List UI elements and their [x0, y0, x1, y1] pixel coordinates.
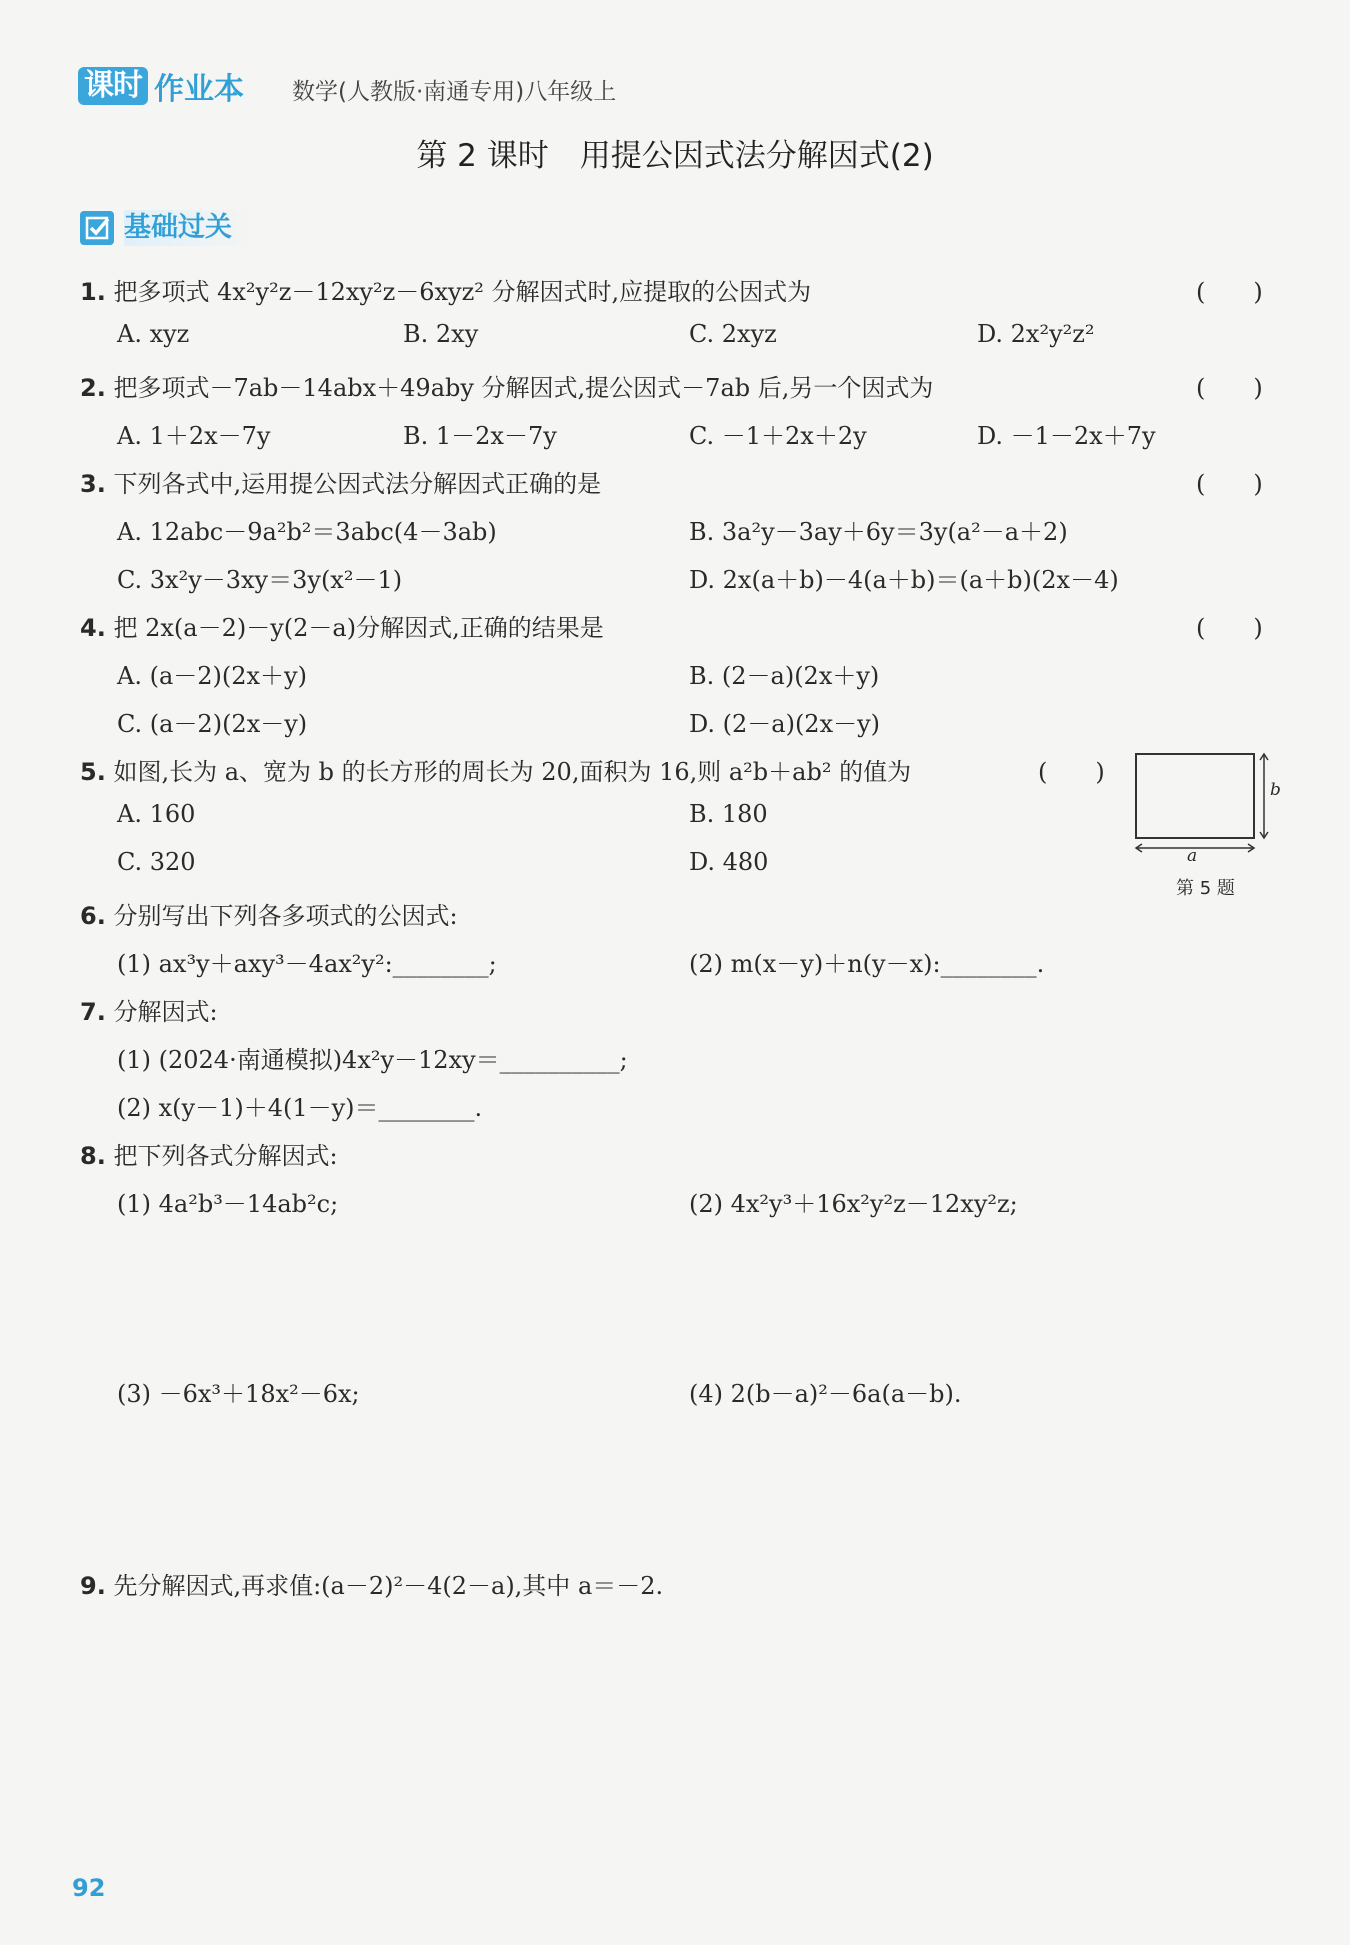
- subquestion-2: (2) m(x－y)＋n(y－x):________.: [689, 950, 1045, 978]
- question-5: [80, 752, 911, 787]
- logo-text: 作业本: [154, 72, 244, 107]
- question-text: 把下列各式分解因式:: [113, 1142, 338, 1170]
- option-c: C. 2xyz: [689, 320, 777, 348]
- lesson-title: 第 2 课时 用提公因式法分解因式(2): [416, 138, 934, 174]
- figure-caption: 第 5 题: [1176, 878, 1235, 899]
- option-d: D. 2x(a＋b)－4(a＋b)＝(a＋b)(2x－4): [689, 566, 1119, 594]
- rectangle-figure: [1134, 752, 1284, 872]
- option-c: C. －1＋2x＋2y: [689, 422, 867, 450]
- question-number: 4.: [80, 614, 106, 642]
- subquestion-4: (4) 2(b－a)²－6a(a－b).: [689, 1380, 962, 1408]
- question-4: [80, 608, 604, 643]
- question-8: [80, 1136, 338, 1171]
- option-d: D. (2－a)(2x－y): [689, 710, 881, 738]
- question-number: 5.: [80, 758, 106, 786]
- subquestion-2: (2) 4x²y³＋16x²y²z－12xy²z;: [689, 1190, 1018, 1218]
- question-text: 分解因式:: [113, 998, 218, 1026]
- question-6: [80, 896, 458, 931]
- question-text: 分别写出下列各多项式的公因式:: [113, 902, 458, 930]
- brand-logo: [78, 66, 244, 106]
- subquestion-2: (2) x(y－1)＋4(1－y)＝________.: [117, 1094, 483, 1122]
- subquestion-3: (3) －6x³＋18x²－6x;: [117, 1380, 360, 1408]
- figure-label-a: a: [1187, 846, 1198, 866]
- answer-paren: ( ): [1196, 278, 1263, 306]
- figure-label-b: b: [1270, 780, 1281, 800]
- subquestion-1: (1) ax³y＋axy³－4ax²y²:________;: [117, 950, 497, 978]
- question-text: 如图,长为 a、宽为 b 的长方形的周长为 20,面积为 16,则 a²b＋ab² 的值为: [113, 758, 912, 786]
- option-d: D. 2x²y²z²: [977, 320, 1095, 348]
- answer-paren: ( ): [1196, 470, 1263, 498]
- question-number: 9.: [80, 1572, 106, 1600]
- question-9: [80, 1566, 663, 1601]
- option-c: C. 320: [117, 848, 196, 876]
- question-7: [80, 992, 218, 1027]
- question-number: 7.: [80, 998, 106, 1026]
- question-text: 把多项式－7ab－14abx＋49aby 分解因式,提公因式－7ab 后,另一个因式为: [113, 374, 934, 402]
- question-number: 2.: [80, 374, 106, 402]
- option-d: D. －1－2x＋7y: [977, 422, 1156, 450]
- question-number: 1.: [80, 278, 106, 306]
- option-b: B. 1－2x－7y: [403, 422, 557, 450]
- question-text: 把多项式 4x²y²z－12xy²z－6xyz² 分解因式时,应提取的公因式为: [113, 278, 812, 306]
- option-a: A. 12abc－9a²b²＝3abc(4－3ab): [117, 518, 497, 546]
- book-subtitle: 数学(人教版·南通专用)八年级上: [292, 79, 617, 105]
- question-text: 把 2x(a－2)－y(2－a)分解因式,正确的结果是: [113, 614, 604, 642]
- option-a: A. (a－2)(2x＋y): [117, 662, 307, 690]
- answer-paren: ( ): [1196, 614, 1263, 642]
- question-number: 8.: [80, 1142, 106, 1170]
- option-d: D. 480: [689, 848, 769, 876]
- option-a: A. xyz: [117, 320, 190, 348]
- option-a: A. 1＋2x－7y: [117, 422, 271, 450]
- question-text: 下列各式中,运用提公因式法分解因式正确的是: [113, 470, 602, 498]
- logo-badge: 课时: [78, 67, 148, 105]
- section-banner: [80, 208, 250, 248]
- section-title: 基础过关: [124, 210, 250, 246]
- option-c: C. (a－2)(2x－y): [117, 710, 308, 738]
- option-b: B. (2－a)(2x＋y): [689, 662, 880, 690]
- option-c: C. 3x²y－3xy＝3y(x²－1): [117, 566, 403, 594]
- checkbox-icon: [80, 211, 114, 245]
- subquestion-1: (1) 4a²b³－14ab²c;: [117, 1190, 339, 1218]
- question-1: [80, 272, 811, 307]
- subquestion-1: (1) (2024·南通模拟)4x²y－12xy＝__________;: [117, 1046, 628, 1074]
- option-b: B. 180: [689, 800, 768, 828]
- answer-paren: ( ): [1038, 758, 1105, 786]
- option-a: A. 160: [117, 800, 196, 828]
- option-b: B. 3a²y－3ay＋6y＝3y(a²－a＋2): [689, 518, 1068, 546]
- question-number: 6.: [80, 902, 106, 930]
- question-2: [80, 368, 933, 403]
- question-number: 3.: [80, 470, 106, 498]
- question-text: 先分解因式,再求值:(a－2)²－4(2－a),其中 a＝－2.: [113, 1572, 664, 1600]
- page-number: 92: [72, 1874, 106, 1902]
- option-b: B. 2xy: [403, 320, 479, 348]
- answer-paren: ( ): [1196, 374, 1263, 402]
- question-3: [80, 464, 601, 499]
